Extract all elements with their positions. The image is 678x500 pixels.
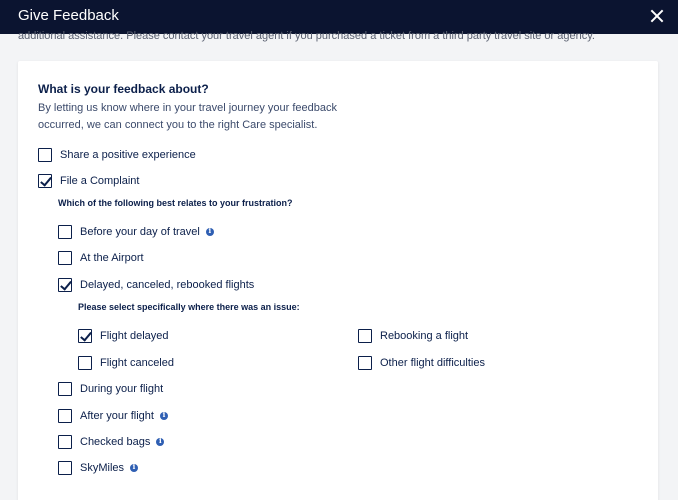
checkbox-delayed-canceled[interactable] [58, 278, 72, 292]
option-label: After your flight [80, 410, 154, 422]
info-icon[interactable] [156, 438, 164, 446]
info-icon[interactable] [130, 464, 138, 472]
checkbox-flight-delayed[interactable] [78, 329, 92, 343]
modal-title: Give Feedback [18, 7, 119, 24]
option-at-airport[interactable] [58, 251, 144, 265]
option-label: At the Airport [80, 252, 144, 264]
checkbox-during-flight[interactable] [58, 382, 72, 396]
checkbox-share-positive[interactable] [38, 148, 52, 162]
checkbox-flight-canceled[interactable] [78, 356, 92, 370]
option-label: File a Complaint [60, 175, 140, 187]
option-label: Other flight difficulties [380, 357, 485, 369]
checkbox-at-airport[interactable] [58, 251, 72, 265]
option-label: During your flight [80, 383, 164, 395]
close-icon[interactable] [650, 9, 664, 23]
option-during-flight[interactable] [58, 382, 163, 396]
feedback-card [18, 61, 658, 500]
checkbox-skymiles[interactable] [58, 461, 72, 475]
frustration-prompt: Which of the following best relates to your frustration? [58, 198, 293, 208]
info-icon[interactable] [160, 412, 168, 420]
option-after-flight[interactable] [58, 409, 168, 423]
option-rebooking[interactable] [358, 329, 468, 343]
option-share-positive[interactable] [38, 148, 196, 162]
checkbox-other-difficulties[interactable] [358, 356, 372, 370]
option-label: Flight canceled [100, 357, 174, 369]
feedback-description: By letting us know where in your travel journey your feedback occurred, we can connect you to the right Care specialist. [38, 102, 337, 131]
option-other-difficulties[interactable] [358, 356, 485, 370]
option-file-complaint[interactable] [38, 174, 139, 188]
feedback-heading: What is your feedback about? [38, 82, 209, 96]
option-label: Checked bags [80, 436, 151, 448]
checkbox-before-travel[interactable] [58, 225, 72, 239]
option-label: Delayed, canceled, rebooked flights [80, 279, 255, 291]
option-flight-delayed[interactable] [78, 329, 169, 343]
option-before-travel[interactable] [58, 225, 214, 239]
option-checked-bags[interactable] [58, 435, 164, 449]
issue-prompt: Please select specifically where there was an issue: [78, 302, 300, 312]
checkbox-file-complaint[interactable] [38, 174, 52, 188]
option-flight-canceled[interactable] [78, 356, 174, 370]
clipped-notice-text: additional assistance. Please contact your travel agent if you purchased a ticket from a third party travel site or agency. [18, 30, 595, 42]
option-label: Rebooking a flight [380, 330, 469, 342]
option-delayed-canceled[interactable] [58, 278, 254, 292]
option-label: Share a positive experience [60, 149, 196, 161]
option-label: SkyMiles [80, 462, 125, 474]
checkbox-checked-bags[interactable] [58, 435, 72, 449]
option-label: Before your day of travel [80, 226, 200, 238]
checkbox-rebooking[interactable] [358, 329, 372, 343]
info-icon[interactable] [206, 228, 214, 236]
option-skymiles[interactable] [58, 461, 138, 475]
option-label: Flight delayed [100, 330, 169, 342]
checkbox-after-flight[interactable] [58, 409, 72, 423]
